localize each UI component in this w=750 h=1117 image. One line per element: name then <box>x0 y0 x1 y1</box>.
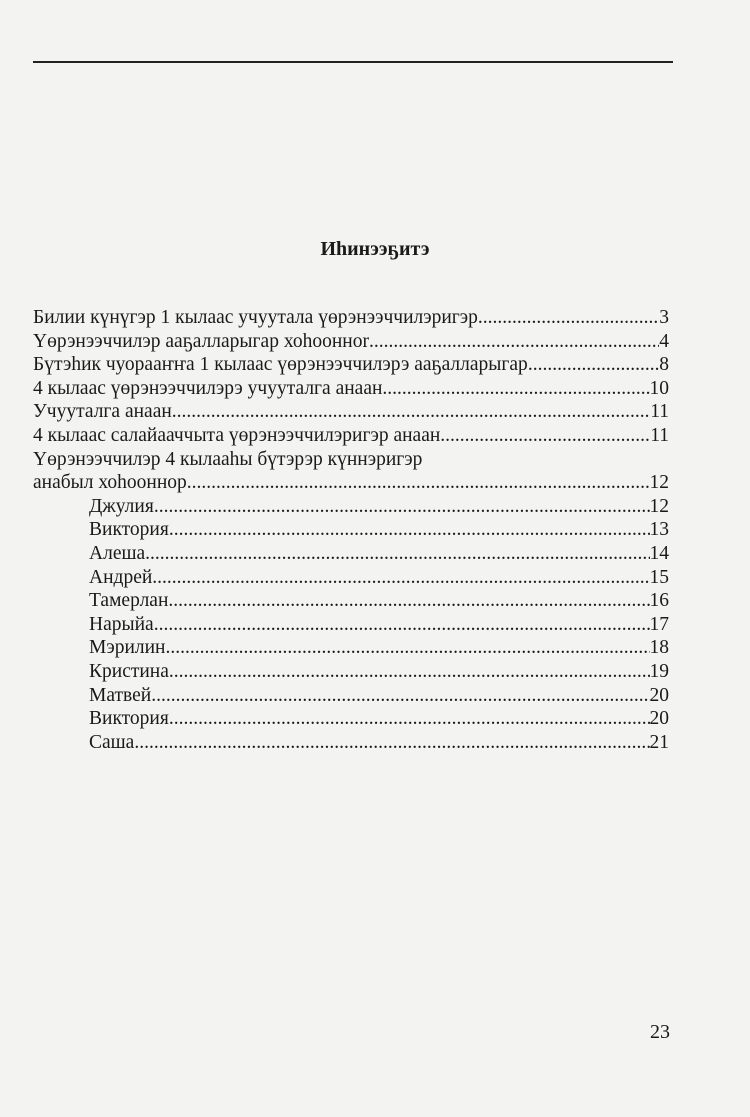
toc-entry[interactable] <box>33 424 669 448</box>
toc-entry-text: Джулия <box>89 495 154 517</box>
toc-subentry[interactable] <box>33 684 669 708</box>
dot-leader <box>478 306 659 330</box>
dot-leader <box>169 518 650 542</box>
toc-entry[interactable] <box>33 377 669 401</box>
toc-entry-text: Андрей <box>89 566 153 588</box>
toc-entry-page: 11 <box>650 424 669 446</box>
toc-entry-text: Тамерлан <box>89 590 169 612</box>
toc-entry-page: 16 <box>649 590 669 612</box>
dot-leader <box>440 424 650 448</box>
dot-leader <box>169 660 650 684</box>
toc-entry-page: 11 <box>650 401 669 423</box>
page-title: Иһинээҕитэ <box>320 238 430 260</box>
toc-entry-text: Матвей <box>89 684 152 706</box>
toc-entry-page: 8 <box>659 354 669 376</box>
dot-leader <box>186 400 650 424</box>
dot-leader <box>154 613 650 637</box>
dot-leader <box>145 542 649 566</box>
toc-entry-text: анабыл хоһооннор... <box>33 472 202 494</box>
toc-subentry[interactable] <box>33 518 669 542</box>
toc-subentry[interactable] <box>33 589 669 613</box>
toc-entry-text: Виктория <box>89 519 169 541</box>
toc-entry[interactable] <box>33 306 669 330</box>
page-number: 23 <box>650 1021 670 1043</box>
toc-entry-text: Мэрилин <box>89 637 166 659</box>
dot-leader <box>134 731 649 755</box>
toc-entry-page: 19 <box>649 660 669 682</box>
toc-subentry[interactable] <box>33 731 669 755</box>
toc-entry-text: Үөрэнээччилэр ааҕалларыгар хоһоонноr <box>33 330 369 352</box>
toc-entry-text: Үөрэнээччилэр 4 кылааһы бүтэрэр күннэригэр <box>33 448 423 470</box>
table-of-contents <box>33 306 669 754</box>
toc-entry-page: 10 <box>649 377 669 399</box>
dot-leader <box>201 471 649 495</box>
dot-leader <box>152 566 649 590</box>
toc-entry-text: Нарыйа <box>89 613 154 635</box>
dot-leader <box>168 589 649 613</box>
dot-leader <box>169 707 650 731</box>
toc-entry-page: 13 <box>649 519 669 541</box>
toc-entry-page: 20 <box>649 684 669 706</box>
header-rule <box>33 61 673 63</box>
toc-subentry[interactable] <box>33 636 669 660</box>
toc-entry-first-line <box>33 448 669 472</box>
toc-entry[interactable] <box>33 353 669 377</box>
toc-entry-text: 4 кылаас үөрэнээччилэрэ учууталга анаан... <box>33 377 398 399</box>
toc-entry-page: 20 <box>649 708 669 730</box>
dot-leader <box>369 330 659 354</box>
toc-entry-page: 14 <box>649 542 669 564</box>
toc-entry-page: 18 <box>649 637 669 659</box>
toc-subentry[interactable] <box>33 660 669 684</box>
toc-entry[interactable] <box>33 471 669 495</box>
toc-entry-text: Алеша <box>89 542 146 564</box>
toc-subentry[interactable] <box>33 542 669 566</box>
toc-entry-text: Бүтэһик чуорааҥҥа 1 кылаас үөрэнээччилэрэ ааҕалларыгар <box>33 354 528 376</box>
toc-entry-page: 3 <box>659 307 669 328</box>
toc-entry-page: 12 <box>649 472 669 494</box>
toc-entry-text: Виктория <box>89 708 169 730</box>
toc-subentry[interactable] <box>33 613 669 637</box>
dot-leader <box>397 377 649 401</box>
toc-entry-page: 12 <box>649 495 669 517</box>
toc-subentry[interactable] <box>33 707 669 731</box>
toc-subentry[interactable] <box>33 495 669 519</box>
dot-leader <box>528 353 659 377</box>
toc-entry-page: 17 <box>649 613 669 635</box>
dot-leader <box>154 495 650 519</box>
toc-entry-text: Учууталга анаан... <box>33 401 187 423</box>
toc-entry-page: 15 <box>649 566 669 588</box>
toc-entry[interactable] <box>33 400 669 424</box>
toc-entry-text: Билии күнүгэр 1 кылаас учуутала үөрэнээччилэригэр <box>33 307 478 328</box>
toc-entry-page: 4 <box>659 330 669 352</box>
toc-subentry[interactable] <box>33 566 669 590</box>
toc-entry[interactable] <box>33 330 669 354</box>
toc-entry-text: Саша <box>89 731 135 753</box>
toc-entry-page: 21 <box>649 731 669 753</box>
toc-entry-text: 4 кылаас салайааччыта үөрэнээччилэригэр анаан <box>33 424 441 446</box>
dot-leader <box>166 636 650 660</box>
toc-entry-text: Кристина <box>89 660 169 682</box>
dot-leader <box>151 684 649 708</box>
